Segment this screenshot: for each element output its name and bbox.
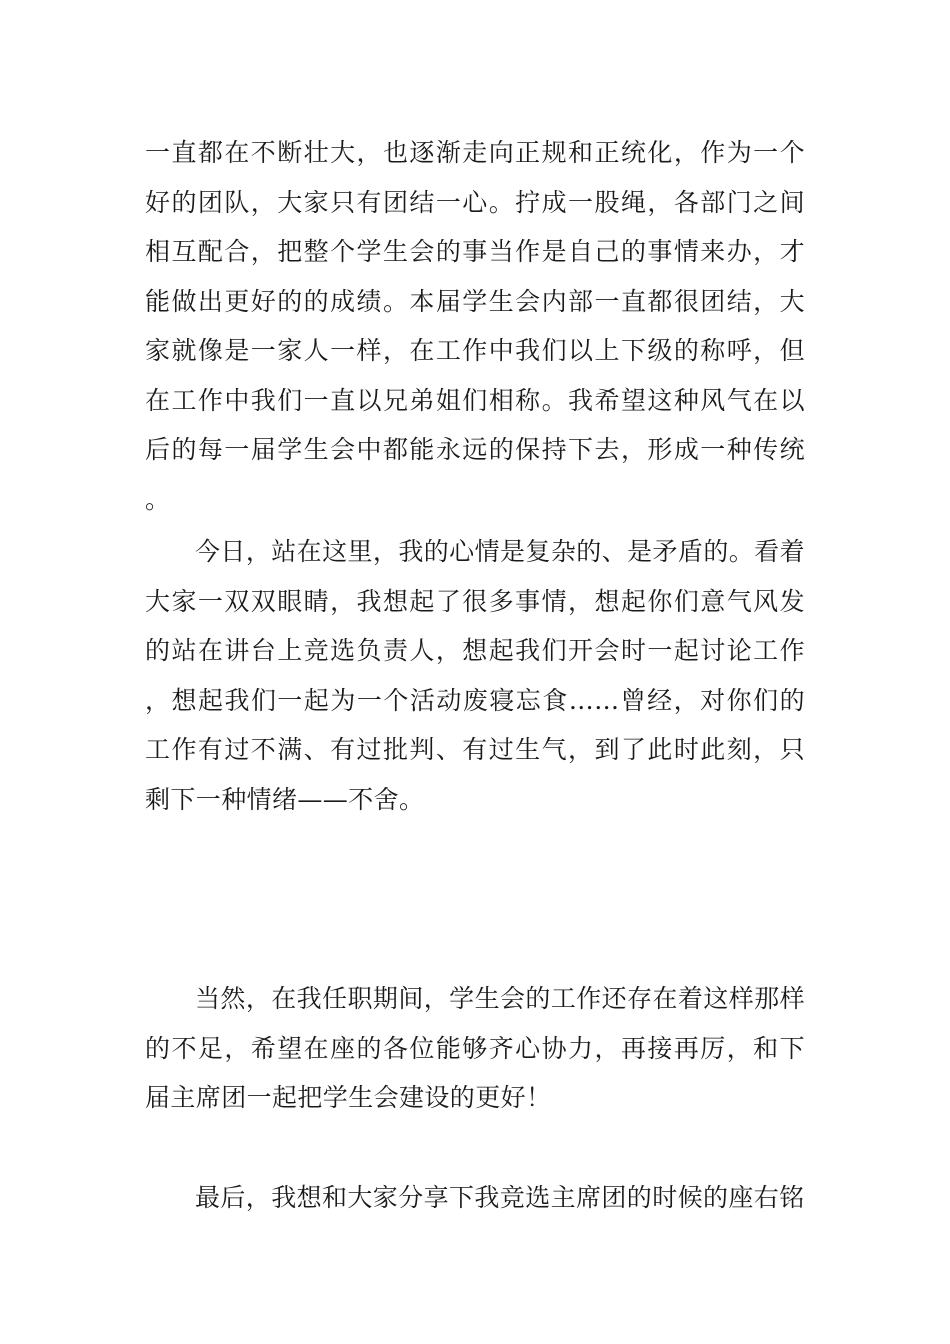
paragraph-motto-intro: 最后，我想和大家分享下我竞选主席团的时候的座右铭 <box>195 1183 805 1212</box>
paragraph-feelings: 今日，站在这里，我的心情是复杂的、是矛盾的。看着大家一双双眼睛，我想起了很多事情，想起你们意气风发的站在讲台上竞选负责人，想起我们开会时一起讨论工作，想起我们一起为一个活动废寝忘食……曾经，对你们的工作有过不满、有过批判、有过生气，到了此时此刻，只剩下一种情绪——不舍。 <box>145 537 805 814</box>
paragraph-unity: 一直都在不断壮大，也逐渐走向正规和正统化，作为一个好的团队，大家只有团结一心。拧成一股绳，各部门之间相互配合，把整个学生会的事当作是自己的事情来办，才能做出更好的的成绩。本届学生会内部一直都很团结，大家就像是一家人一样，在工作中我们以上下级的称呼，但在工作中我们一直以兄弟姐们相称。我希望这种风气在以后的每一届学生会中都能永远的保持下去，形成一种传统。 <box>145 138 805 514</box>
paragraph-shortcomings: 当然，在我任职期间，学生会的工作还存在着这样那样的不足，希望在座的各位能够齐心协力，再接再厉，和下届主席团一起把学生会建设的更好！ <box>145 984 805 1112</box>
